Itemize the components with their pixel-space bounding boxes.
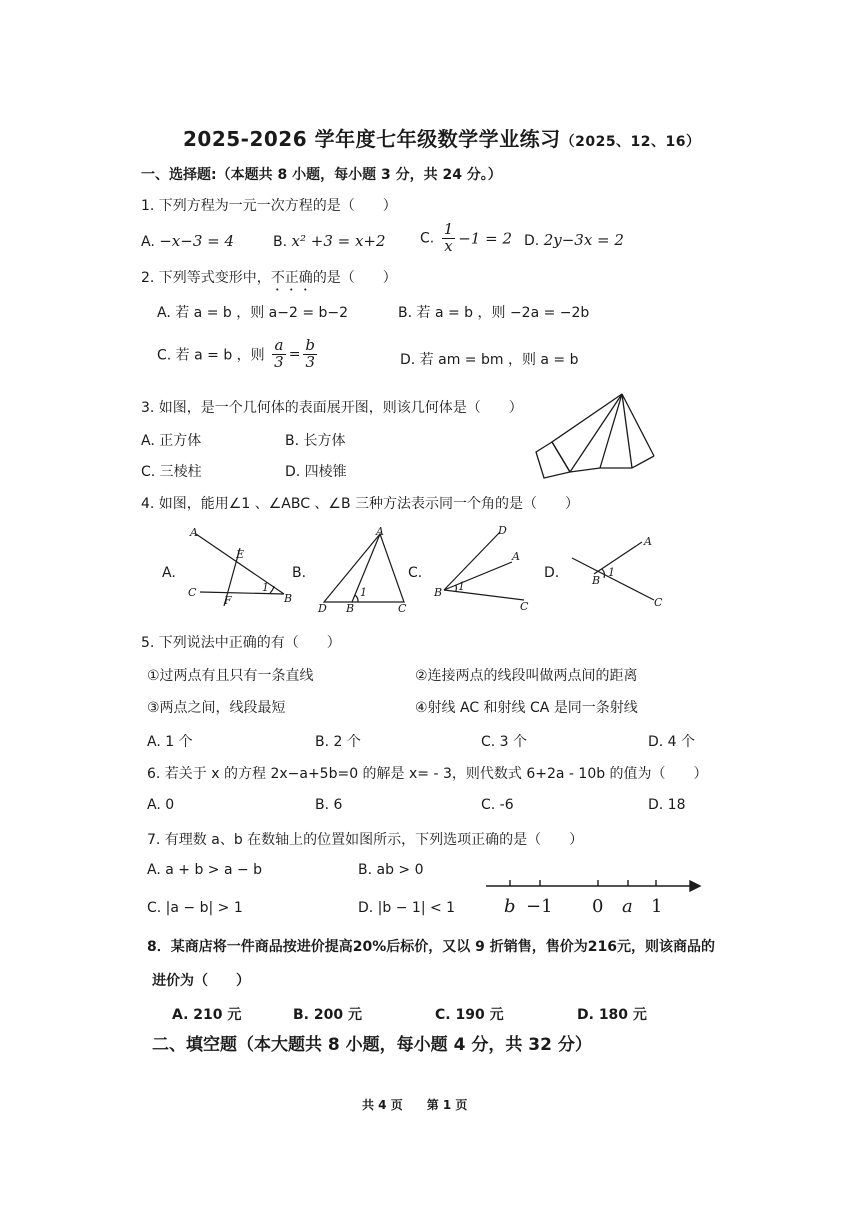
fig-a-label-E: E: [236, 548, 245, 561]
q2-option-b: B. 若 a = b ，则 −2a = −2b: [398, 305, 590, 321]
axis-label-minus-one: −1: [526, 896, 553, 917]
q5-option-c: C. 3 个: [481, 734, 528, 750]
axis-label-b: b: [504, 896, 516, 917]
q4-option-b: B.: [292, 565, 307, 581]
q7-option-a: A. a + b > a − b: [147, 862, 263, 878]
q3-option-a: A. 正方体: [141, 433, 202, 449]
fig-d-label-A: A: [644, 535, 652, 548]
q7-option-b: B. ab > 0: [358, 862, 424, 878]
q1-option-c: C. $\frac{1}{x}$ −1 = 2: [420, 220, 512, 255]
q8-stem-line-2: 进价为（ ）: [152, 973, 250, 989]
q1-c-fraction: $\frac{1}{x}$: [443, 220, 454, 255]
q2-option-c: C. 若 a = b ，则 $\frac{a}{3}$ = $\frac{b}{3}$: [157, 336, 316, 371]
q5-stem: 5. 下列说法中正确的有（ ）: [141, 635, 341, 651]
fig-c-label-C: C: [520, 600, 529, 613]
page-footer: 共 4 页 第 1 页: [362, 1098, 468, 1112]
fig-c-label-1: 1: [458, 580, 465, 593]
q3-option-b: B. 长方体: [285, 433, 346, 449]
q4-figure-c: [430, 522, 540, 614]
q5-statement-1: ①过两点有且只有一条直线: [147, 668, 314, 684]
q5-statement-4: ④射线 AC 和射线 CA 是同一条射线: [415, 700, 638, 716]
q6-option-b: B. 6: [315, 797, 343, 813]
q4-option-a: A.: [162, 565, 176, 581]
q1-option-b: B. x² +3 = x+2: [273, 232, 386, 250]
q5-option-b: B. 2 个: [315, 734, 361, 750]
page-title: [183, 123, 701, 152]
fig-a-label-C: C: [188, 586, 197, 599]
q8-option-c: C. 190 元: [435, 1007, 504, 1023]
q6-option-d: D. 18: [648, 797, 686, 813]
axis-label-a: a: [622, 896, 633, 917]
q6-stem: 6. 若关于 x 的方程 2x−a+5b=0 的解是 x= - 3，则代数式 6+2a - 10b 的值为（ ）: [147, 766, 708, 782]
q8-option-d: D. 180 元: [577, 1007, 647, 1023]
q6-option-c: C. -6: [481, 797, 514, 813]
q4-option-d: D.: [544, 565, 560, 581]
fig-a-label-B: B: [284, 592, 293, 605]
q7-option-c: C. |a − b| > 1: [147, 900, 243, 916]
q3-net-figure: [532, 392, 672, 492]
q7-number-line: [484, 872, 704, 922]
q2-stem: 2. 下列等式变形中，不正确的是（ ）: [141, 270, 397, 286]
q6-option-a: A. 0: [147, 797, 175, 813]
fig-c-label-A: A: [512, 550, 520, 563]
q4-figure-d: [568, 532, 672, 608]
title-main: 2025-2026 学年度七年级数学学业练习: [183, 127, 561, 151]
fig-d-label-B: B: [592, 574, 601, 587]
fig-d-label-1: 1: [608, 566, 615, 579]
fig-a-label-1: 1: [262, 581, 269, 594]
fig-b-label-B: B: [346, 602, 355, 614]
fig-a-label-F: F: [224, 594, 232, 607]
fig-d-label-C: C: [654, 596, 663, 608]
q5-statement-3: ③两点之间，线段最短: [147, 700, 286, 716]
fig-c-label-B: B: [434, 586, 443, 599]
title-date: （2025、12、16）: [560, 134, 701, 150]
q5-statement-2: ②连接两点的线段叫做两点间的距离: [415, 668, 638, 684]
q4-option-c: C.: [408, 565, 423, 581]
section-2-heading: 二、填空题（本大题共 8 小题，每小题 4 分，共 32 分）: [152, 1035, 592, 1055]
q3-option-c: C. 三棱柱: [141, 464, 202, 480]
section-1-heading: 一、选择题:（本题共 8 小题，每小题 3 分，共 24 分。）: [141, 167, 502, 183]
q7-option-d: D. |b − 1| < 1: [358, 900, 456, 916]
axis-label-one: 1: [651, 896, 663, 917]
q2-option-a: A. 若 a = b ，则 a−2 = b−2: [157, 305, 349, 321]
q1-option-d: D. 2y−3x = 2: [524, 231, 624, 249]
q5-option-a: A. 1 个: [147, 734, 193, 750]
q2-option-d: D. 若 am = bm ，则 a = b: [400, 352, 579, 368]
axis-label-zero: 0: [592, 896, 604, 917]
q3-stem: 3. 如图，是一个几何体的表面展开图，则该几何体是（ ）: [141, 400, 523, 416]
q4-stem: 4. 如图，能用∠1 、∠ABC 、∠B 三种方法表示同一个角的是（ ）: [141, 496, 580, 512]
q4-figure-a: [186, 528, 298, 610]
q8-stem-line-1: 8．某商店将一件商品按进价提高20%后标价，又以 9 折销售，售价为216元，则该商品的: [147, 939, 715, 955]
fig-b-label-C: C: [398, 602, 407, 614]
q8-option-b: B. 200 元: [293, 1007, 362, 1023]
fig-b-label-1: 1: [360, 586, 367, 599]
q1-option-a: A. −x−3 = 4: [141, 232, 235, 250]
q5-option-d: D. 4 个: [648, 734, 696, 750]
q8-option-a: A. 210 元: [172, 1007, 242, 1023]
q3-option-d: D. 四棱锥: [285, 464, 347, 480]
q1-stem: 1. 下列方程为一元一次方程的是（ ）: [141, 198, 397, 214]
fig-b-label-D: D: [318, 602, 327, 614]
q4-figure-b: [316, 526, 416, 614]
fig-c-label-D: D: [498, 524, 507, 537]
fig-b-label-A: A: [376, 526, 384, 538]
q7-stem: 7. 有理数 a、b 在数轴上的位置如图所示，下列选项正确的是（ ）: [147, 832, 584, 848]
fig-a-label-A: A: [190, 528, 198, 539]
